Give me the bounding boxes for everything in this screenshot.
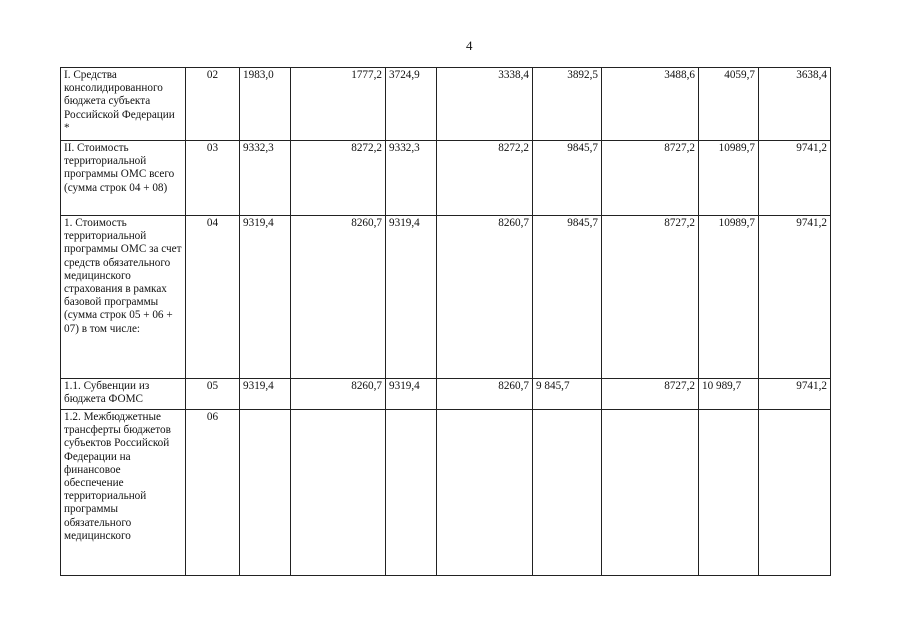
value-cell: 9319,4 xyxy=(240,216,291,379)
value-cell: 10989,7 xyxy=(699,216,759,379)
table-row xyxy=(61,141,831,216)
value-cell: 10989,7 xyxy=(699,141,759,216)
value-cell: 9319,4 xyxy=(386,216,437,379)
value-cell: 10 989,7 xyxy=(699,379,759,410)
row-label: 1. Стоимость территориальной программы ОМС за счет средств обязательного медицинского страхования в рамках базовой программы (сумма строк 05 + 06 + 07) в том числе: xyxy=(61,216,186,379)
value-cell: 8260,7 xyxy=(291,216,386,379)
value-cell: 9319,4 xyxy=(386,379,437,410)
value-cell: 8260,7 xyxy=(291,379,386,410)
value-cell xyxy=(240,410,291,576)
value-cell: 9845,7 xyxy=(533,141,602,216)
value-cell xyxy=(386,410,437,576)
row-label: II. Стоимость территориальной программы ОМС всего (сумма строк 04 + 08) xyxy=(61,141,186,216)
value-cell: 3724,9 xyxy=(386,68,437,141)
value-cell xyxy=(602,410,699,576)
value-cell: 4059,7 xyxy=(699,68,759,141)
value-cell: 3338,4 xyxy=(437,68,533,141)
value-cell: 9741,2 xyxy=(759,379,831,410)
value-cell: 3892,5 xyxy=(533,68,602,141)
value-cell: 9845,7 xyxy=(533,216,602,379)
value-cell: 8260,7 xyxy=(437,216,533,379)
table-row xyxy=(61,68,831,141)
row-code: 02 xyxy=(186,68,240,141)
value-cell xyxy=(533,410,602,576)
value-cell xyxy=(291,410,386,576)
value-cell: 9332,3 xyxy=(240,141,291,216)
value-cell: 9741,2 xyxy=(759,216,831,379)
value-cell: 9319,4 xyxy=(240,379,291,410)
financing-table xyxy=(60,67,831,576)
value-cell: 8727,2 xyxy=(602,379,699,410)
value-cell: 8260,7 xyxy=(437,379,533,410)
value-cell: 1983,0 xyxy=(240,68,291,141)
value-cell: 1777,2 xyxy=(291,68,386,141)
value-cell xyxy=(759,410,831,576)
value-cell xyxy=(699,410,759,576)
row-label: 1.2. Межбюджетные трансферты бюджетов субъектов Российской Федерации на финансовое обеспечение территориальной программы обязательного медицинского xyxy=(61,410,186,576)
page-number: 4 xyxy=(466,38,473,53)
value-cell: 9741,2 xyxy=(759,141,831,216)
row-code: 03 xyxy=(186,141,240,216)
value-cell xyxy=(437,410,533,576)
value-cell: 8727,2 xyxy=(602,141,699,216)
value-cell: 8727,2 xyxy=(602,216,699,379)
row-label: I. Средства консолидированного бюджета субъекта Российской Федерации * xyxy=(61,68,186,141)
row-code: 06 xyxy=(186,410,240,576)
value-cell: 9332,3 xyxy=(386,141,437,216)
value-cell: 3638,4 xyxy=(759,68,831,141)
row-label: 1.1. Субвенции из бюджета ФОМС xyxy=(61,379,186,410)
value-cell: 3488,6 xyxy=(602,68,699,141)
table-row xyxy=(61,379,831,410)
table-row xyxy=(61,410,831,576)
row-code: 05 xyxy=(186,379,240,410)
table-row xyxy=(61,216,831,379)
row-code: 04 xyxy=(186,216,240,379)
value-cell: 8272,2 xyxy=(437,141,533,216)
value-cell: 9 845,7 xyxy=(533,379,602,410)
value-cell: 8272,2 xyxy=(291,141,386,216)
